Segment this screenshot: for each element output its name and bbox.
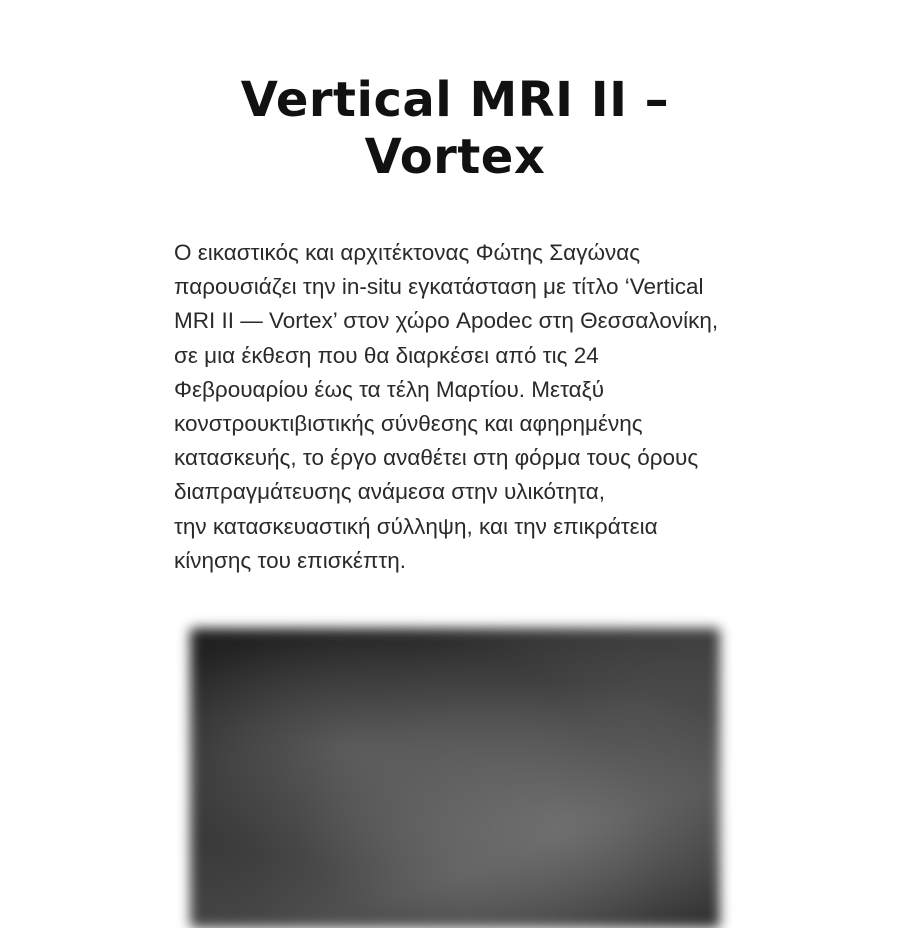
article-title-line: Vertical MRI II – xyxy=(240,72,670,128)
article-body-line: την κατασκευαστική σύλληψη, και την επικράτεια xyxy=(174,513,658,539)
article-body-line: παρουσιάζει την in-situ εγκατάσταση με τίτλο ‘Vertical xyxy=(174,274,704,300)
article-body-line: Ο εικαστικός και αρχιτέκτονας Φώτης Σαγώνας xyxy=(174,240,641,265)
article-body-line: σε μια έκθεση που θα διαρκέσει από τις 24 xyxy=(174,342,599,368)
article-title-line: Vortex xyxy=(364,129,546,185)
article-body xyxy=(174,236,794,578)
article-body-line: Φεβρουαρίου έως τα τέλη Μαρτίου. Μεταξύ xyxy=(174,376,605,402)
article-title xyxy=(0,72,910,186)
article-body-line: διαπραγμάτευσης ανάμεσα στην υλικότητα, xyxy=(174,479,605,505)
article-body-line: MRI II — Vortex’ στον χώρο Apodec στη Θεσσαλονίκη, xyxy=(174,308,719,334)
article-body-line: κατασκευής, το έργο αναθέτει στη φόρμα τους όρους xyxy=(174,445,699,471)
article-body-line: κίνησης του επισκέπτη. xyxy=(174,547,407,573)
artwork-photo xyxy=(190,628,720,928)
article-body-line: κονστρουκτιβιστικής σύνθεσης και αφηρημένης xyxy=(174,411,643,437)
